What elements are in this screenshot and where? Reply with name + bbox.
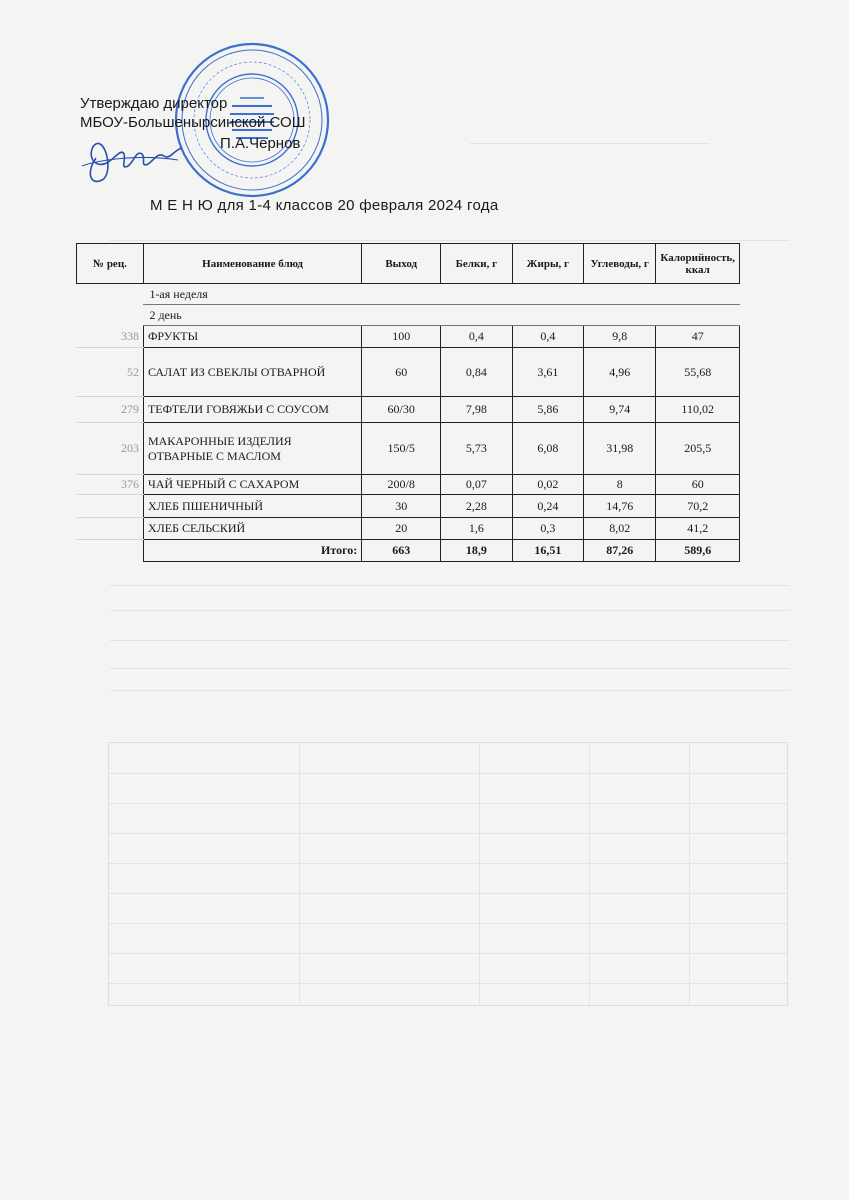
cell-name: ХЛЕБ ПШЕНИЧНЫЙ [143, 495, 361, 518]
cell-fat: 6,08 [512, 423, 583, 475]
col-calories: Калорийность, ккал [656, 244, 740, 284]
approval-signer: П.А.Чернов [220, 135, 301, 152]
menu-table [76, 243, 740, 562]
table-row [77, 423, 740, 475]
total-carbs: 87,26 [584, 540, 656, 562]
table-header-row [77, 244, 740, 284]
cell-calories: 55,68 [656, 348, 740, 397]
col-fat: Жиры, г [512, 244, 583, 284]
cell-reg: 52 [77, 348, 144, 397]
approval-line-2: МБОУ-Большенырсинской СОШ [80, 114, 306, 131]
page-title: М Е Н Ю для 1-4 классов 20 февраля 2024 года [150, 197, 499, 214]
cell-name: ТЕФТЕЛИ ГОВЯЖЬИ С СОУСОМ [143, 397, 361, 423]
approval-block [80, 94, 306, 152]
cell-output: 20 [362, 518, 441, 540]
cell-carbs: 8 [584, 475, 656, 495]
cell-protein: 7,98 [441, 397, 512, 423]
cell-output: 150/5 [362, 423, 441, 475]
cell-calories: 110,02 [656, 397, 740, 423]
cell-fat: 0,02 [512, 475, 583, 495]
table-row [77, 348, 740, 397]
total-output: 663 [362, 540, 441, 562]
cell-fat: 5,86 [512, 397, 583, 423]
cell-output: 60/30 [362, 397, 441, 423]
col-protein: Белки, г [441, 244, 512, 284]
col-name: Наименование блюд [143, 244, 361, 284]
cell-carbs: 31,98 [584, 423, 656, 475]
cell-name: ЧАЙ ЧЕРНЫЙ С САХАРОМ [143, 475, 361, 495]
cell-reg: 338 [77, 326, 144, 348]
cell-name: ФРУКТЫ [143, 326, 361, 348]
cell-output: 30 [362, 495, 441, 518]
total-protein: 18,9 [441, 540, 512, 562]
cell-output: 200/8 [362, 475, 441, 495]
cell-reg: 203 [77, 423, 144, 475]
col-carbs: Углеводы, г [584, 244, 656, 284]
day-row [77, 305, 740, 326]
reverse-side-grid [108, 742, 788, 1006]
cell-fat: 3,61 [512, 348, 583, 397]
total-calories: 589,6 [656, 540, 740, 562]
table-row [77, 475, 740, 495]
cell-calories: 41,2 [656, 518, 740, 540]
total-row [77, 540, 740, 562]
col-reg: № рец. [77, 244, 144, 284]
cell-fat: 0,3 [512, 518, 583, 540]
cell-carbs: 9,74 [584, 397, 656, 423]
table-row [77, 518, 740, 540]
cell-reg [77, 518, 144, 540]
total-fat: 16,51 [512, 540, 583, 562]
cell-protein: 1,6 [441, 518, 512, 540]
cell-fat: 0,24 [512, 495, 583, 518]
total-label: Итого: [143, 540, 361, 562]
cell-protein: 5,73 [441, 423, 512, 475]
cell-name: САЛАТ ИЗ СВЕКЛЫ ОТВАРНОЙ [143, 348, 361, 397]
cell-reg: 376 [77, 475, 144, 495]
col-output: Выход [362, 244, 441, 284]
week-row [77, 284, 740, 305]
cell-protein: 2,28 [441, 495, 512, 518]
table-row [77, 495, 740, 518]
cell-fat: 0,4 [512, 326, 583, 348]
cell-carbs: 9,8 [584, 326, 656, 348]
cell-protein: 0,07 [441, 475, 512, 495]
cell-output: 100 [362, 326, 441, 348]
cell-output: 60 [362, 348, 441, 397]
cell-reg: 279 [77, 397, 144, 423]
cell-name: МАКАРОННЫЕ ИЗДЕЛИЯ ОТВАРНЫЕ С МАСЛОМ [143, 423, 361, 475]
day-label: 2 день [143, 305, 739, 326]
cell-protein: 0,4 [441, 326, 512, 348]
cell-carbs: 14,76 [584, 495, 656, 518]
cell-calories: 47 [656, 326, 740, 348]
cell-calories: 205,5 [656, 423, 740, 475]
cell-protein: 0,84 [441, 348, 512, 397]
cell-carbs: 4,96 [584, 348, 656, 397]
cell-name: ХЛЕБ СЕЛЬСКИЙ [143, 518, 361, 540]
cell-carbs: 8,02 [584, 518, 656, 540]
cell-calories: 70,2 [656, 495, 740, 518]
approval-line-1: Утверждаю директор [80, 95, 228, 112]
table-row [77, 326, 740, 348]
cell-calories: 60 [656, 475, 740, 495]
week-label: 1-ая неделя [143, 284, 739, 305]
cell-reg [77, 495, 144, 518]
table-row [77, 397, 740, 423]
